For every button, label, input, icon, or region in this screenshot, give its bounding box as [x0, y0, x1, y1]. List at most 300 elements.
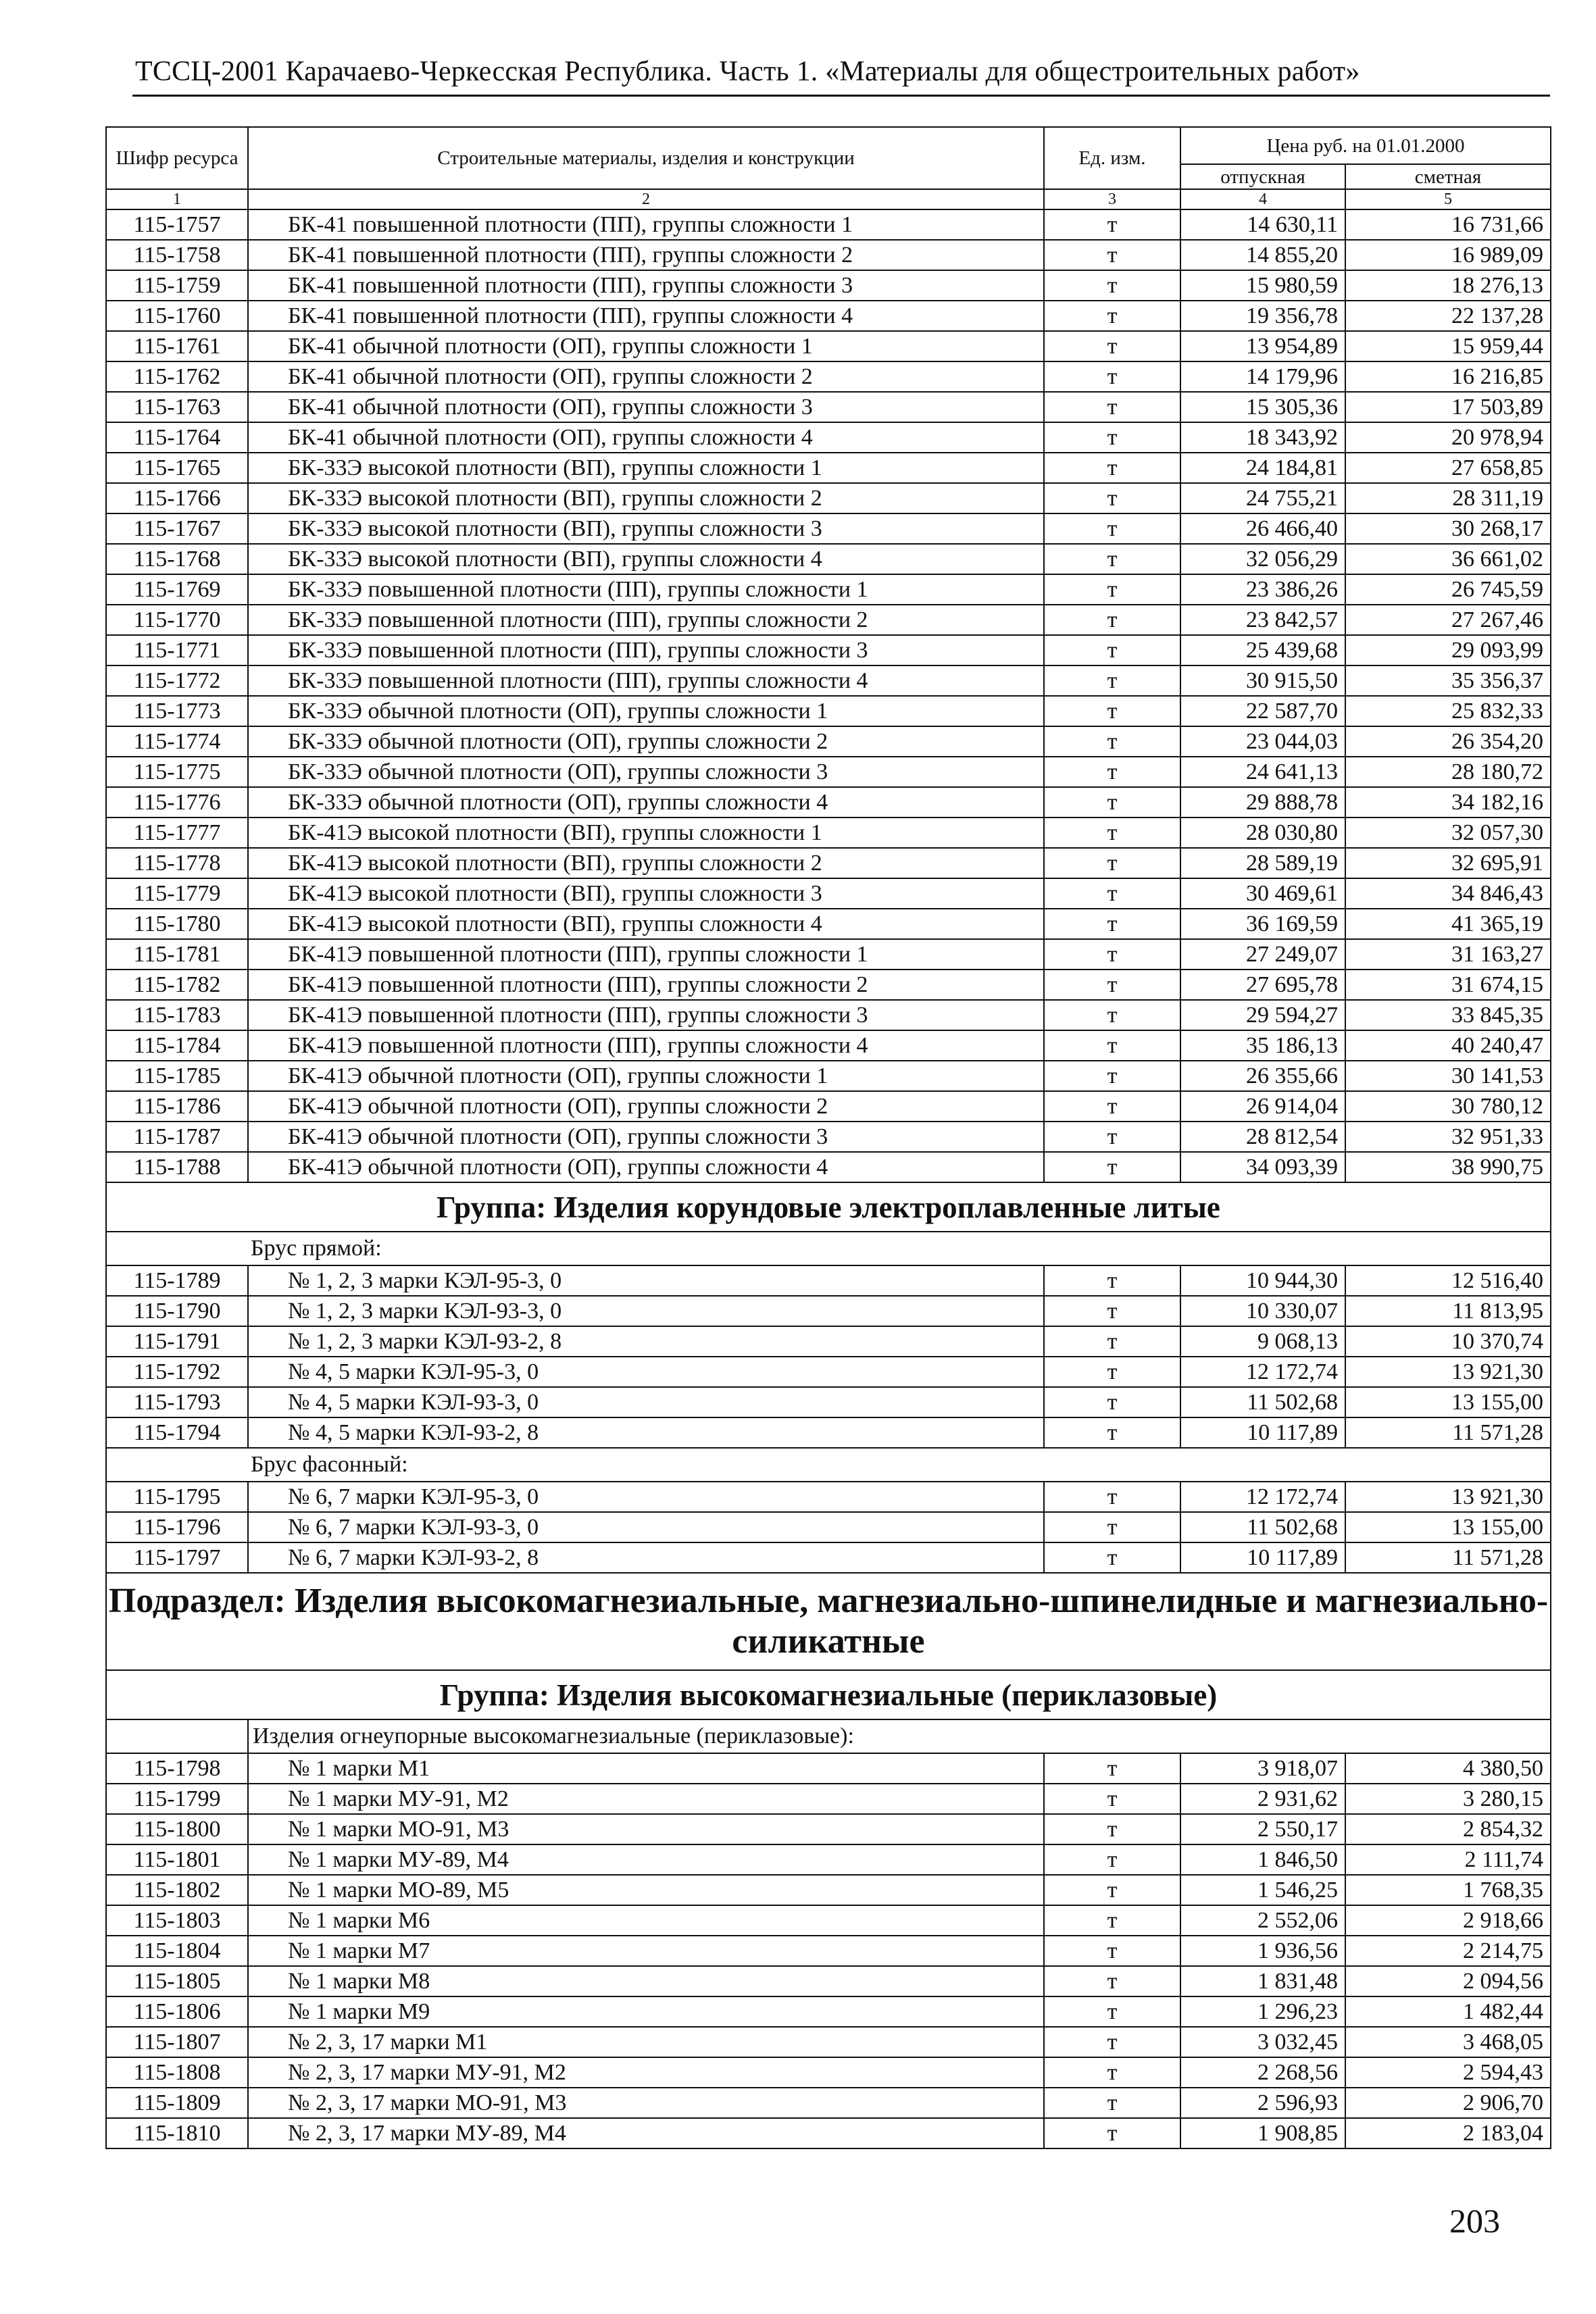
- table-row: [106, 848, 1551, 878]
- estimate-price: 31 674,15: [1345, 970, 1551, 1000]
- resource-code: 115-1804: [106, 1936, 248, 1966]
- col-header-code: Шифр ресурса: [106, 127, 248, 189]
- unit-cell: т: [1044, 1296, 1180, 1326]
- material-name: № 2, 3, 17 марки МУ-89, М4: [248, 2118, 1044, 2148]
- release-price: 13 954,89: [1180, 331, 1345, 361]
- unit-cell: т: [1044, 1152, 1180, 1182]
- resource-code: 115-1795: [106, 1482, 248, 1512]
- unit-cell: т: [1044, 605, 1180, 635]
- table-row: [106, 1122, 1551, 1152]
- resource-code: 115-1808: [106, 2057, 248, 2088]
- resource-code: 115-1784: [106, 1030, 248, 1061]
- release-price: 27 695,78: [1180, 970, 1345, 1000]
- table-row: [106, 574, 1551, 605]
- release-price: 10 944,30: [1180, 1265, 1345, 1296]
- estimate-price: 18 276,13: [1345, 270, 1551, 301]
- subgroup-label: Брус прямой:: [106, 1232, 1551, 1265]
- unit-cell: т: [1044, 1512, 1180, 1542]
- estimate-price: 20 978,94: [1345, 422, 1551, 453]
- resource-code: 115-1768: [106, 544, 248, 574]
- unit-cell: т: [1044, 331, 1180, 361]
- table-row: [106, 1296, 1551, 1326]
- unit-cell: т: [1044, 1061, 1180, 1091]
- estimate-price: 30 141,53: [1345, 1061, 1551, 1091]
- release-price: 29 888,78: [1180, 787, 1345, 818]
- page-header-title: ТССЦ-2001 Карачаево-Черкесская Республика. Часть 1. «Материалы для общестроительных работ»: [135, 56, 1360, 87]
- table-row: [106, 1936, 1551, 1966]
- table-row: [106, 1784, 1551, 1814]
- unit-cell: т: [1044, 970, 1180, 1000]
- resource-code: 115-1796: [106, 1512, 248, 1542]
- material-name: БК-41 обычной плотности (ОП), группы сложности 4: [248, 422, 1044, 453]
- material-name: БК-33Э повышенной плотности (ПП), группы сложности 2: [248, 605, 1044, 635]
- estimate-price: 11 571,28: [1345, 1542, 1551, 1573]
- unit-cell: т: [1044, 818, 1180, 848]
- price-table: [105, 126, 1551, 2149]
- blank-cell: [106, 1719, 248, 1753]
- resource-code: 115-1805: [106, 1966, 248, 1996]
- group-corundum: [106, 1182, 1551, 1265]
- unit-cell: т: [1044, 1753, 1180, 1784]
- resource-code: 115-1790: [106, 1296, 248, 1326]
- unit-cell: т: [1044, 2057, 1180, 2088]
- estimate-price: 34 182,16: [1345, 787, 1551, 818]
- table-row: [106, 1265, 1551, 1296]
- resource-code: 115-1778: [106, 848, 248, 878]
- table-body-magnesia: [106, 1753, 1551, 2148]
- table-row: [106, 209, 1551, 240]
- table-row: [106, 483, 1551, 513]
- group-corundum-shaped: [106, 1448, 1551, 1482]
- subgroup-label: Изделия огнеупорные высокомагнезиальные (периклазовые):: [248, 1719, 1551, 1753]
- estimate-price: 32 695,91: [1345, 848, 1551, 878]
- unit-cell: т: [1044, 392, 1180, 422]
- material-name: БК-33Э повышенной плотности (ПП), группы сложности 1: [248, 574, 1044, 605]
- material-name: БК-41Э высокой плотности (ВП), группы сложности 2: [248, 848, 1044, 878]
- material-name: БК-33Э повышенной плотности (ПП), группы сложности 3: [248, 635, 1044, 665]
- estimate-price: 26 745,59: [1345, 574, 1551, 605]
- estimate-price: 32 057,30: [1345, 818, 1551, 848]
- estimate-price: 31 163,27: [1345, 939, 1551, 970]
- table-row: [106, 818, 1551, 848]
- estimate-price: 1 482,44: [1345, 1996, 1551, 2027]
- table-row: [106, 1152, 1551, 1182]
- release-price: 1 908,85: [1180, 2118, 1345, 2148]
- table-row: [106, 544, 1551, 574]
- material-name: № 4, 5 марки КЭЛ-93-2, 8: [248, 1417, 1044, 1448]
- estimate-price: 28 180,72: [1345, 757, 1551, 787]
- material-name: БК-41Э обычной плотности (ОП), группы сложности 4: [248, 1152, 1044, 1182]
- resource-code: 115-1786: [106, 1091, 248, 1122]
- unit-cell: т: [1044, 240, 1180, 270]
- release-price: 2 268,56: [1180, 2057, 1345, 2088]
- table-row: [106, 1875, 1551, 1905]
- estimate-price: 12 516,40: [1345, 1265, 1551, 1296]
- unit-cell: т: [1044, 1417, 1180, 1448]
- unit-cell: т: [1044, 635, 1180, 665]
- unit-cell: т: [1044, 909, 1180, 939]
- material-name: № 2, 3, 17 марки МУ-91, М2: [248, 2057, 1044, 2088]
- col-header-name: Строительные материалы, изделия и конструкции: [248, 127, 1044, 189]
- subsection-title: Подраздел: Изделия высокомагнезиальные, магнезиально-шпинелидные и магнезиально-силикатные: [106, 1573, 1551, 1670]
- estimate-price: 30 780,12: [1345, 1091, 1551, 1122]
- resource-code: 115-1774: [106, 726, 248, 757]
- unit-cell: т: [1044, 544, 1180, 574]
- release-price: 34 093,39: [1180, 1152, 1345, 1182]
- table-row: [106, 1996, 1551, 2027]
- table-row: [106, 605, 1551, 635]
- estimate-price: 3 468,05: [1345, 2027, 1551, 2057]
- estimate-price: 2 214,75: [1345, 1936, 1551, 1966]
- table-row: [106, 1061, 1551, 1091]
- unit-cell: т: [1044, 513, 1180, 544]
- material-name: № 2, 3, 17 марки МО-91, М3: [248, 2088, 1044, 2118]
- unit-cell: т: [1044, 1996, 1180, 2027]
- material-name: БК-41Э высокой плотности (ВП), группы сложности 1: [248, 818, 1044, 848]
- unit-cell: т: [1044, 1091, 1180, 1122]
- table-row: [106, 1753, 1551, 1784]
- release-price: 24 755,21: [1180, 483, 1345, 513]
- material-name: БК-33Э высокой плотности (ВП), группы сложности 4: [248, 544, 1044, 574]
- page-number: 203: [1449, 2202, 1500, 2240]
- resource-code: 115-1759: [106, 270, 248, 301]
- unit-cell: т: [1044, 1326, 1180, 1357]
- material-name: № 6, 7 марки КЭЛ-93-3, 0: [248, 1512, 1044, 1542]
- header-rule: [132, 95, 1550, 97]
- release-price: 28 589,19: [1180, 848, 1345, 878]
- material-name: БК-41Э высокой плотности (ВП), группы сложности 4: [248, 909, 1044, 939]
- resource-code: 115-1758: [106, 240, 248, 270]
- table-row: [106, 970, 1551, 1000]
- release-price: 35 186,13: [1180, 1030, 1345, 1061]
- release-price: 1 831,48: [1180, 1966, 1345, 1996]
- material-name: БК-33Э обычной плотности (ОП), группы сложности 4: [248, 787, 1044, 818]
- resource-code: 115-1760: [106, 301, 248, 331]
- resource-code: 115-1763: [106, 392, 248, 422]
- table-row: [106, 939, 1551, 970]
- material-name: БК-33Э высокой плотности (ВП), группы сложности 2: [248, 483, 1044, 513]
- release-price: 14 179,96: [1180, 361, 1345, 392]
- release-price: 27 249,07: [1180, 939, 1345, 970]
- col-header-estimate: сметная: [1345, 164, 1551, 189]
- estimate-price: 15 959,44: [1345, 331, 1551, 361]
- col-header-release: отпускная: [1180, 164, 1345, 189]
- resource-code: 115-1798: [106, 1753, 248, 1784]
- release-price: 14 630,11: [1180, 209, 1345, 240]
- release-price: 30 469,61: [1180, 878, 1345, 909]
- estimate-price: 29 093,99: [1345, 635, 1551, 665]
- unit-cell: т: [1044, 848, 1180, 878]
- estimate-price: 40 240,47: [1345, 1030, 1551, 1061]
- release-price: 26 355,66: [1180, 1061, 1345, 1091]
- material-name: № 1, 2, 3 марки КЭЛ-95-3, 0: [248, 1265, 1044, 1296]
- release-price: 26 466,40: [1180, 513, 1345, 544]
- material-name: БК-33Э обычной плотности (ОП), группы сложности 2: [248, 726, 1044, 757]
- material-name: БК-33Э обычной плотности (ОП), группы сложности 1: [248, 696, 1044, 726]
- table-body-straight: [106, 1265, 1551, 1448]
- material-name: № 1 марки МО-91, М3: [248, 1814, 1044, 1844]
- estimate-price: 25 832,33: [1345, 696, 1551, 726]
- release-price: 12 172,74: [1180, 1357, 1345, 1387]
- unit-cell: т: [1044, 1966, 1180, 1996]
- estimate-price: 2 854,32: [1345, 1814, 1551, 1844]
- table-row: [106, 1387, 1551, 1417]
- resource-code: 115-1779: [106, 878, 248, 909]
- release-price: 2 552,06: [1180, 1905, 1345, 1936]
- release-price: 1 936,56: [1180, 1936, 1345, 1966]
- estimate-price: 16 989,09: [1345, 240, 1551, 270]
- table-row: [106, 635, 1551, 665]
- unit-cell: т: [1044, 757, 1180, 787]
- resource-code: 115-1781: [106, 939, 248, 970]
- unit-cell: т: [1044, 209, 1180, 240]
- estimate-price: 4 380,50: [1345, 1753, 1551, 1784]
- material-name: № 1 марки МО-89, М5: [248, 1875, 1044, 1905]
- release-price: 10 117,89: [1180, 1542, 1345, 1573]
- unit-cell: т: [1044, 483, 1180, 513]
- table-row: [106, 1966, 1551, 1996]
- unit-cell: т: [1044, 453, 1180, 483]
- resource-code: 115-1787: [106, 1122, 248, 1152]
- material-name: БК-41Э обычной плотности (ОП), группы сложности 3: [248, 1122, 1044, 1152]
- resource-code: 115-1770: [106, 605, 248, 635]
- resource-code: 115-1794: [106, 1417, 248, 1448]
- table-row: [106, 909, 1551, 939]
- release-price: 18 343,92: [1180, 422, 1345, 453]
- release-price: 10 330,07: [1180, 1296, 1345, 1326]
- unit-cell: т: [1044, 1387, 1180, 1417]
- unit-cell: т: [1044, 2088, 1180, 2118]
- estimate-price: 36 661,02: [1345, 544, 1551, 574]
- col-header-price: Цена руб. на 01.01.2000: [1180, 127, 1551, 164]
- table-row: [106, 513, 1551, 544]
- resource-code: 115-1775: [106, 757, 248, 787]
- material-name: БК-41Э повышенной плотности (ПП), группы сложности 1: [248, 939, 1044, 970]
- estimate-price: 10 370,74: [1345, 1326, 1551, 1357]
- material-name: № 1, 2, 3 марки КЭЛ-93-3, 0: [248, 1296, 1044, 1326]
- material-name: № 1 марки МУ-89, М4: [248, 1844, 1044, 1875]
- estimate-price: 27 267,46: [1345, 605, 1551, 635]
- release-price: 23 386,26: [1180, 574, 1345, 605]
- estimate-price: 34 846,43: [1345, 878, 1551, 909]
- unit-cell: т: [1044, 1122, 1180, 1152]
- release-price: 28 812,54: [1180, 1122, 1345, 1152]
- table-row: [106, 1482, 1551, 1512]
- estimate-price: 2 594,43: [1345, 2057, 1551, 2088]
- unit-cell: т: [1044, 1542, 1180, 1573]
- table-row: [106, 2118, 1551, 2148]
- table-row: [106, 1905, 1551, 1936]
- release-price: 15 305,36: [1180, 392, 1345, 422]
- release-price: 23 842,57: [1180, 605, 1345, 635]
- release-price: 11 502,68: [1180, 1387, 1345, 1417]
- unit-cell: т: [1044, 1030, 1180, 1061]
- unit-cell: т: [1044, 1000, 1180, 1030]
- resource-code: 115-1803: [106, 1905, 248, 1936]
- material-name: БК-41Э повышенной плотности (ПП), группы сложности 4: [248, 1030, 1044, 1061]
- release-price: 24 184,81: [1180, 453, 1345, 483]
- estimate-price: 17 503,89: [1345, 392, 1551, 422]
- resource-code: 115-1773: [106, 696, 248, 726]
- release-price: 19 356,78: [1180, 301, 1345, 331]
- col-number: 5: [1345, 189, 1551, 209]
- material-name: БК-33Э обычной плотности (ОП), группы сложности 3: [248, 757, 1044, 787]
- resource-code: 115-1766: [106, 483, 248, 513]
- material-name: № 1 марки МУ-91, М2: [248, 1784, 1044, 1814]
- table-row: [106, 1844, 1551, 1875]
- resource-code: 115-1783: [106, 1000, 248, 1030]
- unit-cell: т: [1044, 1905, 1180, 1936]
- table-row: [106, 240, 1551, 270]
- estimate-price: 35 356,37: [1345, 665, 1551, 696]
- table-row: [106, 361, 1551, 392]
- material-name: БК-33Э высокой плотности (ВП), группы сложности 1: [248, 453, 1044, 483]
- group-title: Группа: Изделия высокомагнезиальные (периклазовые): [106, 1670, 1551, 1719]
- resource-code: 115-1806: [106, 1996, 248, 2027]
- table-row: [106, 1030, 1551, 1061]
- resource-code: 115-1801: [106, 1844, 248, 1875]
- resource-code: 115-1799: [106, 1784, 248, 1814]
- estimate-price: 2 918,66: [1345, 1905, 1551, 1936]
- estimate-price: 41 365,19: [1345, 909, 1551, 939]
- table-row: [106, 1417, 1551, 1448]
- subgroup-label: Брус фасонный:: [106, 1448, 1551, 1482]
- col-number: 4: [1180, 189, 1345, 209]
- estimate-price: 11 571,28: [1345, 1417, 1551, 1448]
- material-name: БК-33Э высокой плотности (ВП), группы сложности 3: [248, 513, 1044, 544]
- release-price: 1 846,50: [1180, 1844, 1345, 1875]
- unit-cell: т: [1044, 1875, 1180, 1905]
- release-price: 26 914,04: [1180, 1091, 1345, 1122]
- estimate-price: 16 216,85: [1345, 361, 1551, 392]
- estimate-price: 13 155,00: [1345, 1387, 1551, 1417]
- material-name: БК-41Э повышенной плотности (ПП), группы сложности 3: [248, 1000, 1044, 1030]
- resource-code: 115-1807: [106, 2027, 248, 2057]
- resource-code: 115-1791: [106, 1326, 248, 1357]
- unit-cell: т: [1044, 422, 1180, 453]
- col-header-unit: Ед. изм.: [1044, 127, 1180, 189]
- material-name: БК-41 повышенной плотности (ПП), группы сложности 2: [248, 240, 1044, 270]
- material-name: БК-41Э повышенной плотности (ПП), группы сложности 2: [248, 970, 1044, 1000]
- material-name: БК-33Э повышенной плотности (ПП), группы сложности 4: [248, 665, 1044, 696]
- material-name: № 4, 5 марки КЭЛ-93-3, 0: [248, 1387, 1044, 1417]
- table-row: [106, 422, 1551, 453]
- release-price: 15 980,59: [1180, 270, 1345, 301]
- table-row: [106, 757, 1551, 787]
- resource-code: 115-1809: [106, 2088, 248, 2118]
- table-row: [106, 1000, 1551, 1030]
- release-price: 2 596,93: [1180, 2088, 1345, 2118]
- resource-code: 115-1765: [106, 453, 248, 483]
- unit-cell: т: [1044, 1357, 1180, 1387]
- material-name: БК-41 обычной плотности (ОП), группы сложности 2: [248, 361, 1044, 392]
- material-name: БК-41Э обычной плотности (ОП), группы сложности 1: [248, 1061, 1044, 1091]
- table-row: [106, 2088, 1551, 2118]
- material-name: № 1, 2, 3 марки КЭЛ-93-2, 8: [248, 1326, 1044, 1357]
- resource-code: 115-1772: [106, 665, 248, 696]
- table-row: [106, 1091, 1551, 1122]
- unit-cell: т: [1044, 1482, 1180, 1512]
- material-name: № 1 марки М9: [248, 1996, 1044, 2027]
- resource-code: 115-1810: [106, 2118, 248, 2148]
- unit-cell: т: [1044, 696, 1180, 726]
- release-price: 36 169,59: [1180, 909, 1345, 939]
- release-price: 24 641,13: [1180, 757, 1345, 787]
- estimate-price: 3 280,15: [1345, 1784, 1551, 1814]
- unit-cell: т: [1044, 1936, 1180, 1966]
- unit-cell: т: [1044, 665, 1180, 696]
- release-price: 22 587,70: [1180, 696, 1345, 726]
- resource-code: 115-1776: [106, 787, 248, 818]
- release-price: 2 931,62: [1180, 1784, 1345, 1814]
- estimate-price: 2 183,04: [1345, 2118, 1551, 2148]
- release-price: 23 044,03: [1180, 726, 1345, 757]
- table-row: [106, 696, 1551, 726]
- estimate-price: 13 921,30: [1345, 1357, 1551, 1387]
- estimate-price: 2 111,74: [1345, 1844, 1551, 1875]
- subsection-magnesia: [106, 1573, 1551, 1753]
- table-row: [106, 665, 1551, 696]
- unit-cell: т: [1044, 726, 1180, 757]
- material-name: № 1 марки М1: [248, 1753, 1044, 1784]
- unit-cell: т: [1044, 1784, 1180, 1814]
- material-name: № 1 марки М6: [248, 1905, 1044, 1936]
- estimate-price: 16 731,66: [1345, 209, 1551, 240]
- material-name: № 6, 7 марки КЭЛ-95-3, 0: [248, 1482, 1044, 1512]
- unit-cell: т: [1044, 270, 1180, 301]
- unit-cell: т: [1044, 939, 1180, 970]
- col-number: 2: [248, 189, 1044, 209]
- unit-cell: т: [1044, 574, 1180, 605]
- resource-code: 115-1802: [106, 1875, 248, 1905]
- material-name: БК-41Э высокой плотности (ВП), группы сложности 3: [248, 878, 1044, 909]
- resource-code: 115-1785: [106, 1061, 248, 1091]
- resource-code: 115-1762: [106, 361, 248, 392]
- release-price: 3 032,45: [1180, 2027, 1345, 2057]
- resource-code: 115-1769: [106, 574, 248, 605]
- release-price: 2 550,17: [1180, 1814, 1345, 1844]
- table-row: [106, 392, 1551, 422]
- table-row: [106, 1542, 1551, 1573]
- table-head: [106, 127, 1551, 209]
- unit-cell: т: [1044, 1265, 1180, 1296]
- table-row: [106, 1814, 1551, 1844]
- estimate-price: 11 813,95: [1345, 1296, 1551, 1326]
- table-row: [106, 726, 1551, 757]
- material-name: № 1 марки М7: [248, 1936, 1044, 1966]
- unit-cell: т: [1044, 878, 1180, 909]
- table-row: [106, 331, 1551, 361]
- release-price: 25 439,68: [1180, 635, 1345, 665]
- release-price: 11 502,68: [1180, 1512, 1345, 1542]
- table-row: [106, 1357, 1551, 1387]
- material-name: № 1 марки М8: [248, 1966, 1044, 1996]
- estimate-price: 33 845,35: [1345, 1000, 1551, 1030]
- table-row: [106, 453, 1551, 483]
- estimate-price: 27 658,85: [1345, 453, 1551, 483]
- table-row: [106, 2027, 1551, 2057]
- release-price: 14 855,20: [1180, 240, 1345, 270]
- resource-code: 115-1761: [106, 331, 248, 361]
- release-price: 10 117,89: [1180, 1417, 1345, 1448]
- resource-code: 115-1780: [106, 909, 248, 939]
- release-price: 32 056,29: [1180, 544, 1345, 574]
- material-name: БК-41 повышенной плотности (ПП), группы сложности 1: [248, 209, 1044, 240]
- table-body-shaped: [106, 1482, 1551, 1573]
- release-price: 1 546,25: [1180, 1875, 1345, 1905]
- material-name: БК-41Э обычной плотности (ОП), группы сложности 2: [248, 1091, 1044, 1122]
- resource-code: 115-1757: [106, 209, 248, 240]
